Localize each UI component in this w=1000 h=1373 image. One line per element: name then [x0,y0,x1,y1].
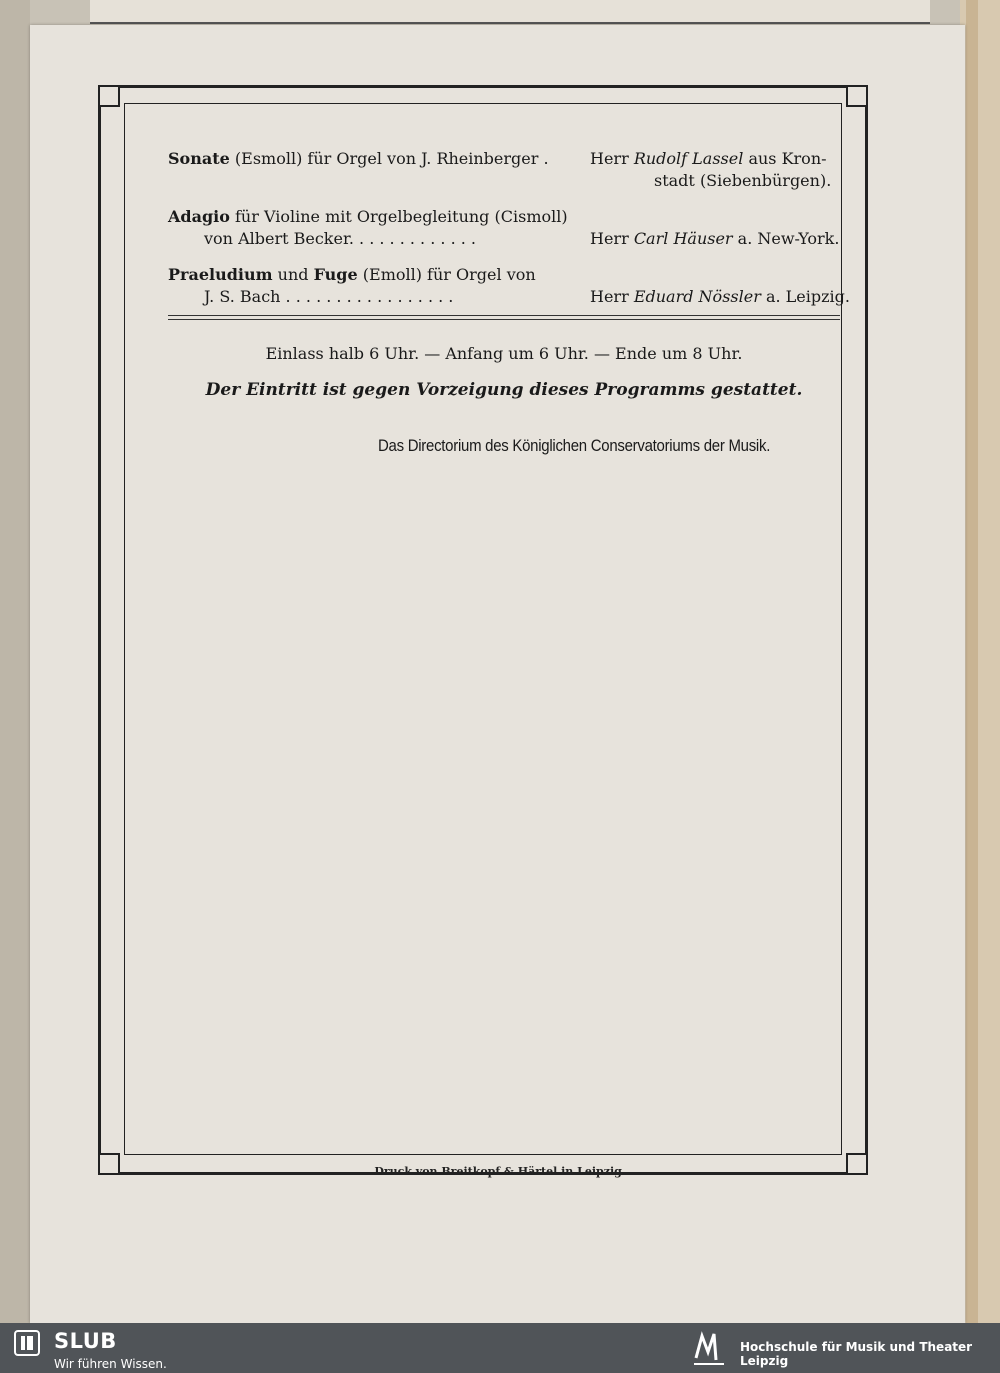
piece-title-2: Fuge [313,265,358,284]
piece-description: (Emoll) für Orgel von [362,265,536,284]
program-item-sonate-line2 [168,170,840,192]
divider-rule [168,315,840,316]
piece-description: für Violine mit Orgelbegleitung (Cismoll) [235,207,568,226]
background-right-strip [966,0,978,1323]
program-item-praeludium-line2 [168,286,850,308]
divider-rule-double [168,319,840,320]
performer-origin: aus Kron- [748,149,827,168]
library-tagline: Wir führen Wissen. [54,1357,167,1371]
program-item-adagio-line2 [168,228,840,250]
viewer-footer [0,1323,1000,1373]
performer-origin: a. New-York. [737,229,840,248]
performer-origin: a. Leipzig. [765,287,850,306]
piece-composer: J. S. Bach . . . . . . . . . . . . . . . . . [204,287,454,306]
piece-description: (Esmoll) für Orgel von J. Rheinberger . [234,149,549,168]
program-item-praeludium [168,264,840,286]
performer-prefix: Herr [590,229,629,248]
piece-conjunction: und [277,265,309,284]
concert-times: Einlass halb 6 Uhr. — Anfang um 6 Uhr. — Ende um 8 Uhr. [265,344,743,363]
piece-title: Sonate [168,149,230,168]
institution-name[interactable]: Hochschule für Musik und Theater Leipzig [740,1340,973,1368]
corner-top-right [846,85,868,107]
library-name[interactable]: SLUB [54,1329,117,1353]
piece-composer: von Albert Becker. . . . . . . . . . . . . [204,229,476,248]
admission-notice: Der Eintritt ist gegen Vorzeigung dieses Programms gestattet. [205,380,803,400]
piece-title: Adagio [168,207,230,226]
program-item-adagio [168,206,840,228]
corner-top-left [98,85,120,107]
performer-prefix: Herr [590,287,629,306]
directorate-signature: Das Directorium des Königlichen Conservatoriums der Musik. [378,436,771,455]
program-list [168,148,850,308]
performer-prefix: Herr [590,149,629,168]
program-item-sonate [168,148,840,170]
background-left-pages [0,0,30,1323]
performer-name: Eduard Nössler [633,287,761,306]
previous-page-edge [90,0,930,24]
performer-origin-cont: stadt (Siebenbürgen). [654,171,832,190]
printer-credit: Druck von Breitkopf & Härtel in Leipzig. [374,1165,626,1178]
hmt-logo-icon [690,1328,730,1368]
performer-name: Carl Häuser [633,229,733,248]
performer-name: Rudolf Lassel [633,149,744,168]
piece-title: Praeludium [168,265,273,284]
slub-logo-icon [14,1330,40,1356]
